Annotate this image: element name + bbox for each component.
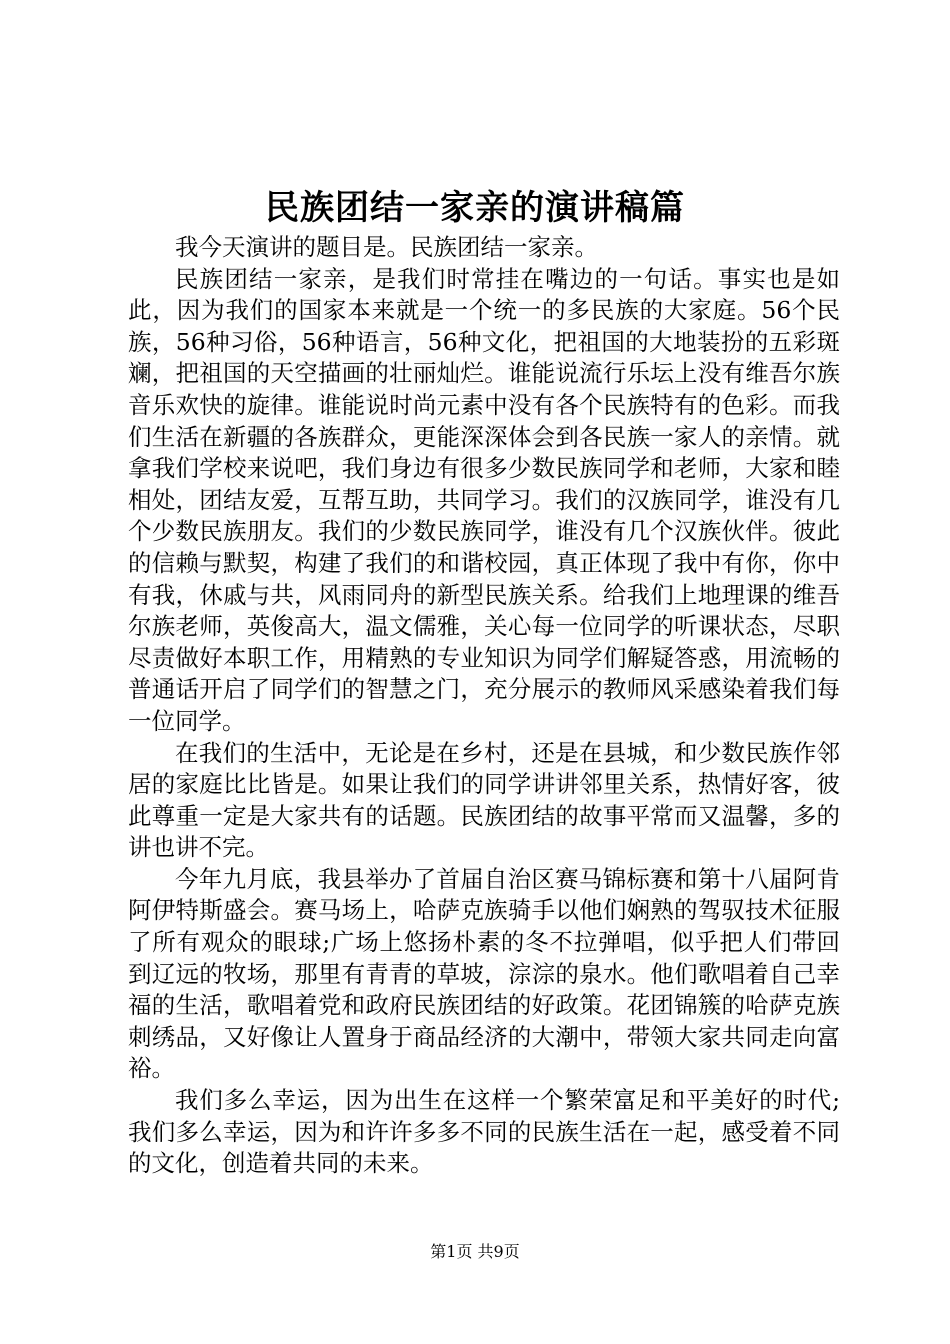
- document-title: 民族团结一家亲的演讲稿篇: [265, 188, 685, 228]
- paragraph-5: 我们多么幸运，因为出生在这样一个繁荣富足和平美好的时代;我们多么幸运，因为和许许多多不同的民族生活在一起，感受着不同的文化，创造着共同的未来。: [128, 1086, 840, 1178]
- document-body: [128, 232, 840, 1180]
- paragraph-2: 民族团结一家亲，是我们时常挂在嘴边的一句话。事实也是如此，因为我们的国家本来就是一个统一的多民族的大家庭。56个民族，56种习俗，56种语言，56种文化，把祖国的大地装扮的五彩斑斓，把祖国的天空描画的壮丽灿烂。谁能说流行乐坛上没有维吾尔族音乐欢快的旋律。谁能说时尚元素中没有各个民族特有的色彩。而我们生活在新疆的各族群众，更能深深体会到各民族一家人的亲情。就拿我们学校来说吧，我们身边有很多少数民族同学和老师，大家和睦相处，团结友爱，互帮互助，共同学习。我们的汉族同学，谁没有几个少数民族朋友。我们的少数民族同学，谁没有几个汉族伙伴。彼此的信赖与默契，构建了我们的和谐校园，真正体现了我中有你，你中有我，休戚与共，风雨同舟的新型民族关系。给我们上地理课的维吾尔族老师，英俊高大，温文儒雅，关心每一位同学的听课状态，尽职尽责做好本职工作，用精熟的专业知识为同学们解疑答惑，用流畅的普通话开启了同学们的智慧之门，充分展示的教师风采感染着我们每一位同学。: [128, 264, 840, 735]
- paragraph-1: 我今天演讲的题目是。民族团结一家亲。: [175, 233, 598, 261]
- paragraph-4: 今年九月底，我县举办了首届自治区赛马锦标赛和第十八届阿肯阿伊特斯盛会。赛马场上，哈萨克族骑手以他们娴熟的驾驭技术征服了所有观众的眼球;广场上悠扬朴素的冬不拉弹唱，似乎把人们带回到辽远的牧场，那里有青青的草坡，淙淙的泉水。他们歌唱着自己幸福的生活，歌唱着党和政府民族团结的好政策。花团锦簇的哈萨克族刺绣品，又好像让人置身于商品经济的大潮中，带领大家共同走向富裕。: [128, 864, 840, 1083]
- paragraph-3: 在我们的生活中，无论是在乡村，还是在县城，和少数民族作邻居的家庭比比皆是。如果让我们的同学讲讲邻里关系，热情好客，彼此尊重一定是大家共有的话题。民族团结的故事平常而又温馨，多的讲也讲不完。: [128, 738, 840, 862]
- page-footer: 第1页 共9页: [430, 1242, 520, 1261]
